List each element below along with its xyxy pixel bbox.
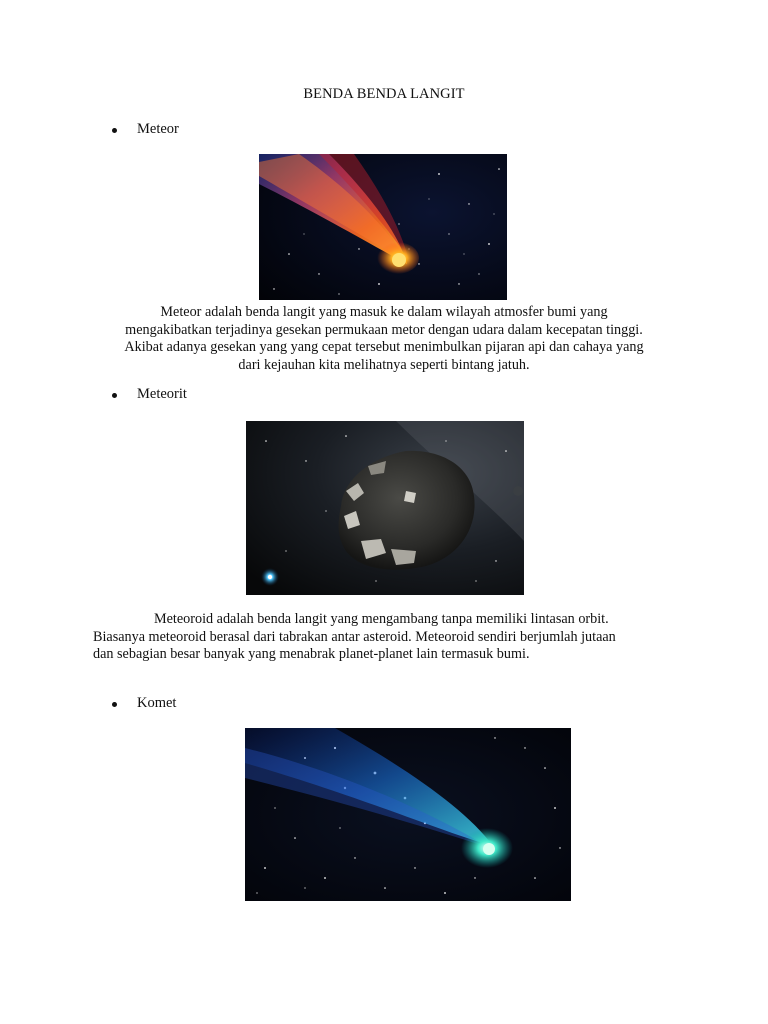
meteorit-paragraph [93,611,693,664]
section-heading: Meteorit [137,386,187,402]
paragraph-line: Meteoroid adalah benda langit yang mengambang tanpa memiliki lintasan orbit. [154,611,609,627]
bullet-icon [112,393,117,398]
meteorite-illustration [246,421,524,595]
comet-image [245,728,571,901]
paragraph-line: Biasanya meteoroid berasal dari tabrakan antar asteroid. Meteoroid sendiri berjumlah jutaan [93,628,616,645]
paragraph-line: Akibat adanya gesekan yang yang cepat tersebut menimbulkan pijaran api dan cahaya yang [124,339,644,355]
paragraph-line: dan sebagian besar banyak yang menabrak planet-planet lain termasuk bumi. [93,646,530,662]
document-title: BENDA BENDA LANGIT [303,86,465,102]
meteor-illustration [259,154,507,300]
section-heading: Meteor [137,121,179,137]
section-heading: Komet [137,695,177,711]
meteor-image [259,154,507,300]
bullet-item-meteor [112,121,179,138]
paragraph-line: dari kejauhan kita melihatnya seperti bintang jatuh. [238,356,530,373]
meteorite-image [246,421,524,595]
meteor-paragraph [88,304,680,374]
comet-illustration [245,728,571,901]
paragraph-line: Meteor adalah benda langit yang masuk ke dalam wilayah atmosfer bumi yang [160,304,608,320]
bullet-item-komet [112,695,176,712]
bullet-item-meteorit [112,386,187,403]
bullet-icon [112,128,117,133]
bullet-icon [112,702,117,707]
paragraph-line: mengakibatkan terjadinya gesekan permukaan metor dengan udara dalam kecepatan tinggi. [125,321,643,338]
